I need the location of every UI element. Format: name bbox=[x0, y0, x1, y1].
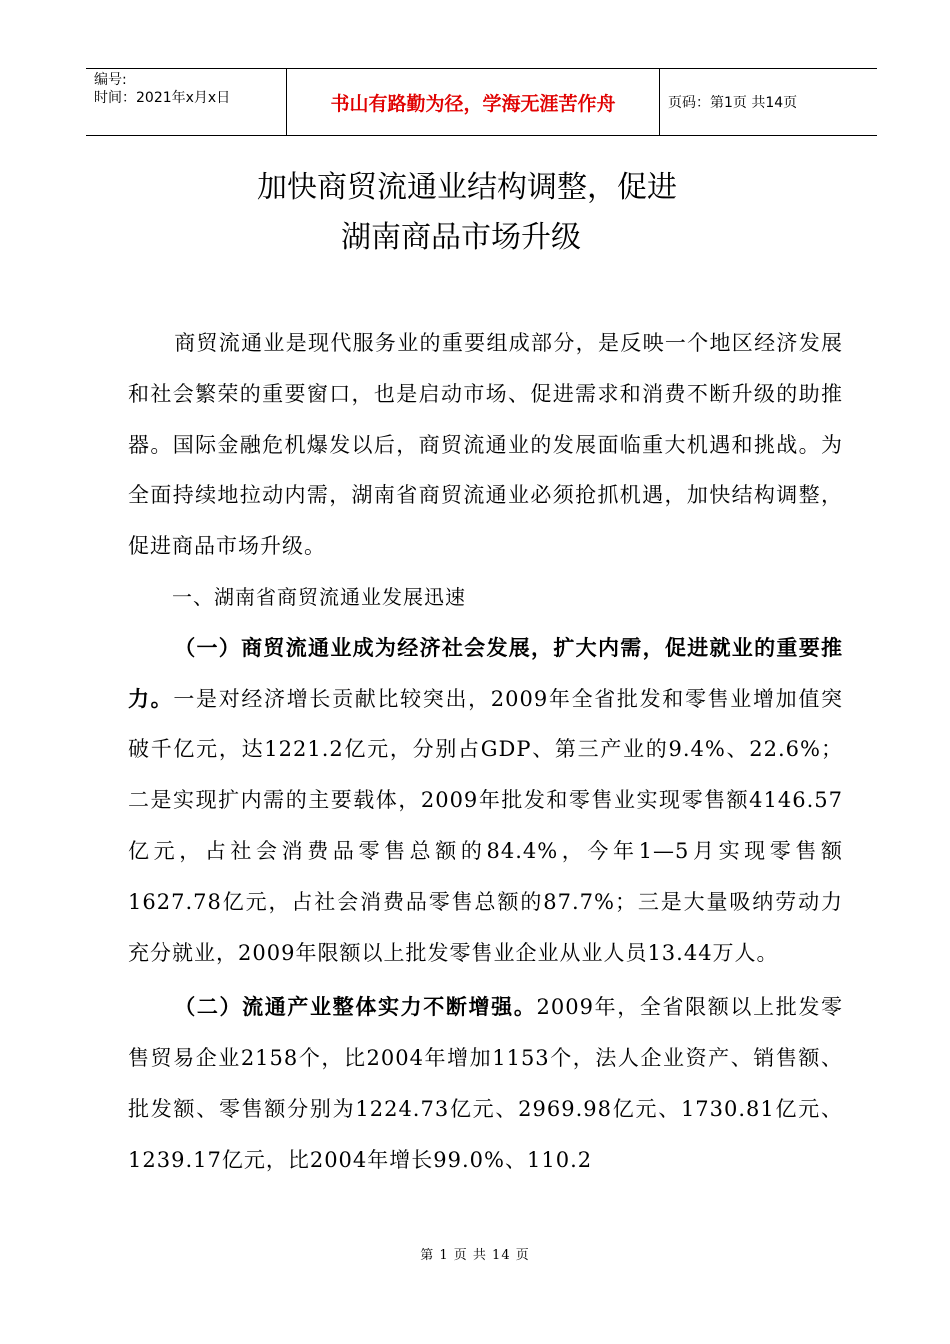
paragraph-intro: 商贸流通业是现代服务业的重要组成部分，是反映一个地区经济发展和社会繁荣的重要窗口，也是启动市场、促进需求和消费不断升级的助推器。国际金融危机爆发以后，商贸流通业的发展面临重大机遇和挑战。为全面持续地拉动内需，湖南省商贸流通业必须抢抓机遇，加快结构调整，促进商品市场升级。 bbox=[128, 331, 843, 559]
number-label: 编号: bbox=[94, 72, 127, 88]
paragraph-1-2-text: 2009年，全省限额以上批发零售贸易企业2158个，比2004年增加1153个，法人企业资产、销售额、批发额、零售额分别为1224.73亿元、2969.98亿元、1730.81亿元、1239.17亿元，比2004年增长99.0%、110.2 bbox=[128, 995, 843, 1172]
header-motto: 书山有路勤为径，学海无涯苦作舟 bbox=[286, 69, 660, 135]
paragraph-1-1-text: 一是对经济增长贡献比较突出，2009年全省批发和零售业增加值突破千亿元，达1221.2亿元，分别占GDP、第三产业的9.4%、22.6%；二是实现扩内需的主要载体，2009年批发和零售业实现零售额4146.57亿元，占社会消费品零售总额的84.4%，今年1—5月实现零售额1627.78亿元，占社会消费品零售总额的87.7%；三是大量吸纳劳动力充分就业，2009年限额以上批发零售业企业从业人员13.44万人。 bbox=[128, 686, 843, 965]
document-body bbox=[128, 318, 843, 1186]
paragraph-section-1-1 bbox=[128, 623, 843, 979]
subheading-1-1: （一）商贸流通业成为经济社会发展，扩大内需，促进就业的重要推力。 bbox=[128, 635, 843, 711]
page-footer: 第 1 页 共 14 页 bbox=[420, 1248, 530, 1263]
section-heading-1: 一、湖南省商贸流通业发展迅速 bbox=[172, 584, 466, 609]
subheading-1-2: （二）流通产业整体实力不断增强。 bbox=[174, 995, 537, 1020]
page-header bbox=[86, 68, 877, 136]
paragraph-section-1-2 bbox=[128, 982, 843, 1185]
header-meta bbox=[86, 69, 286, 135]
document-title-line-1: 加快商贸流通业结构调整，促进 bbox=[257, 170, 677, 205]
time-label: 时间：2021年x月x日 bbox=[94, 90, 231, 106]
document-title-line-2: 湖南商品市场升级 bbox=[341, 220, 581, 255]
header-page-label: 页码：第1页 共14页 bbox=[668, 95, 798, 111]
